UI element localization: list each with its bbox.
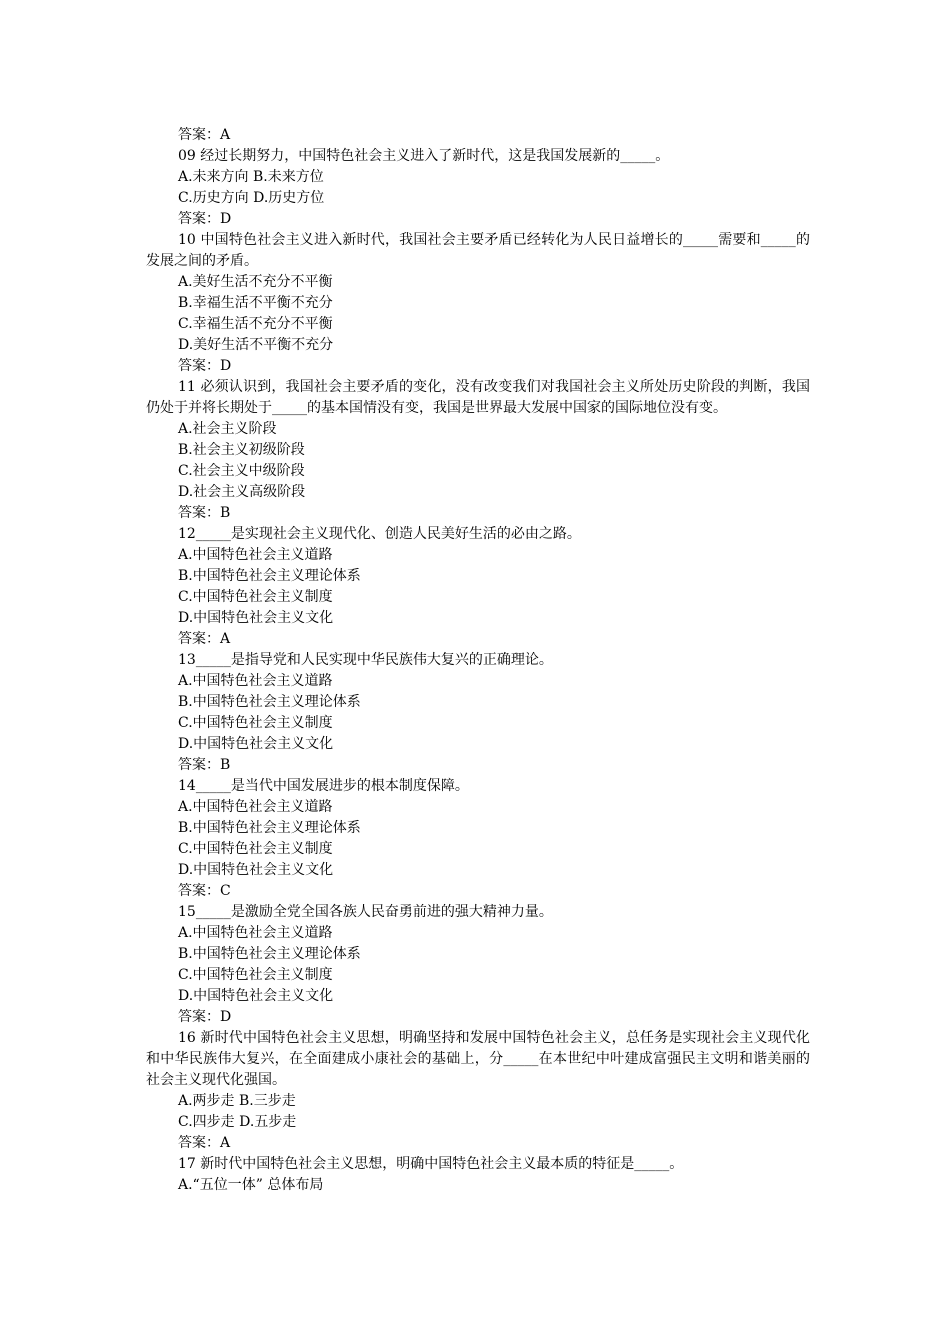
answer-line: 答案：A bbox=[178, 1135, 231, 1151]
option-line: D.中国特色社会主义文化 bbox=[178, 610, 334, 626]
question-stem: 10 中国特色社会主义进入新时代，我国社会主要矛盾已经转化为人民日益增长的_____需要和_____的发展之间的矛盾。 bbox=[146, 232, 810, 269]
question-block bbox=[146, 902, 810, 1028]
option-line: D.社会主义高级阶段 bbox=[178, 484, 306, 500]
option-line: A.美好生活不充分不平衡 bbox=[178, 274, 333, 290]
question-stem: 15_____是激励全党全国各族人民奋勇前进的强大精神力量。 bbox=[178, 904, 553, 920]
option-line: B.中国特色社会主义理论体系 bbox=[178, 820, 361, 836]
option-line: D.中国特色社会主义文化 bbox=[178, 736, 334, 752]
document-page bbox=[146, 125, 810, 1196]
question-block bbox=[146, 1028, 810, 1154]
question-block bbox=[146, 650, 810, 776]
question-block bbox=[146, 230, 810, 377]
question-stem: 14_____是当代中国发展进步的根本制度保障。 bbox=[178, 778, 469, 794]
question-block bbox=[146, 776, 810, 902]
option-line: C.中国特色社会主义制度 bbox=[178, 589, 333, 605]
question-stem: 09 经过长期努力，中国特色社会主义进入了新时代，这是我国发展新的_____。 bbox=[178, 148, 670, 164]
option-line: C.中国特色社会主义制度 bbox=[178, 967, 333, 983]
option-line: A.两步走 B.三步走 bbox=[178, 1093, 296, 1109]
question-block bbox=[146, 146, 810, 230]
option-line: A.“五位一体” 总体布局 bbox=[178, 1177, 324, 1193]
question-list bbox=[146, 146, 810, 1196]
option-line: B.幸福生活不平衡不充分 bbox=[178, 295, 333, 311]
option-line: D.中国特色社会主义文化 bbox=[178, 988, 334, 1004]
option-line: A.中国特色社会主义道路 bbox=[178, 547, 333, 563]
question-stem: 12_____是实现社会主义现代化、创造人民美好生活的必由之路。 bbox=[178, 526, 581, 542]
answer-line: 答案：A bbox=[178, 127, 231, 143]
option-line: C.幸福生活不充分不平衡 bbox=[178, 316, 333, 332]
option-line: B.中国特色社会主义理论体系 bbox=[178, 568, 361, 584]
question-stem: 16 新时代中国特色社会主义思想，明确坚持和发展中国特色社会主义，总任务是实现社会主义现代化和中华民族伟大复兴，在全面建成小康社会的基础上，分_____在本世纪中叶建成富强民主文明和谐美丽的社会主义现代化强国。 bbox=[146, 1030, 810, 1088]
option-line: C.社会主义中级阶段 bbox=[178, 463, 305, 479]
answer-line: 答案：A bbox=[178, 631, 231, 647]
option-line: B.社会主义初级阶段 bbox=[178, 442, 305, 458]
question-stem: 17 新时代中国特色社会主义思想，明确中国特色社会主义最本质的特征是_____。 bbox=[178, 1156, 684, 1172]
question-block bbox=[146, 524, 810, 650]
answer-line: 答案：D bbox=[178, 211, 232, 227]
question-block bbox=[146, 377, 810, 524]
question-stem: 13_____是指导党和人民实现中华民族伟大复兴的正确理论。 bbox=[178, 652, 553, 668]
option-line: B.中国特色社会主义理论体系 bbox=[178, 946, 361, 962]
question-block bbox=[146, 1154, 810, 1196]
option-line: A.社会主义阶段 bbox=[178, 421, 277, 437]
option-line: A.未来方向 B.未来方位 bbox=[178, 169, 324, 185]
answer-line: 答案：B bbox=[178, 757, 231, 773]
answer-line: 答案：D bbox=[178, 1009, 232, 1025]
answer-line: 答案：D bbox=[178, 358, 232, 374]
option-line: D.中国特色社会主义文化 bbox=[178, 862, 334, 878]
option-line: C.中国特色社会主义制度 bbox=[178, 715, 333, 731]
option-line: D.美好生活不平衡不充分 bbox=[178, 337, 334, 353]
answer-line: 答案：B bbox=[178, 505, 231, 521]
option-line: A.中国特色社会主义道路 bbox=[178, 673, 333, 689]
option-line: C.中国特色社会主义制度 bbox=[178, 841, 333, 857]
option-line: C.四步走 D.五步走 bbox=[178, 1114, 297, 1130]
answer-line: 答案：C bbox=[178, 883, 231, 899]
question-stem: 11 必须认识到，我国社会主要矛盾的变化，没有改变我们对我国社会主义所处历史阶段的判断，我国仍处于并将长期处于_____的基本国情没有变，我国是世界最大发展中国家的国际地位没有变。 bbox=[146, 379, 810, 416]
option-line: C.历史方向 D.历史方位 bbox=[178, 190, 325, 206]
option-line: B.中国特色社会主义理论体系 bbox=[178, 694, 361, 710]
option-line: A.中国特色社会主义道路 bbox=[178, 925, 333, 941]
option-line: A.中国特色社会主义道路 bbox=[178, 799, 333, 815]
